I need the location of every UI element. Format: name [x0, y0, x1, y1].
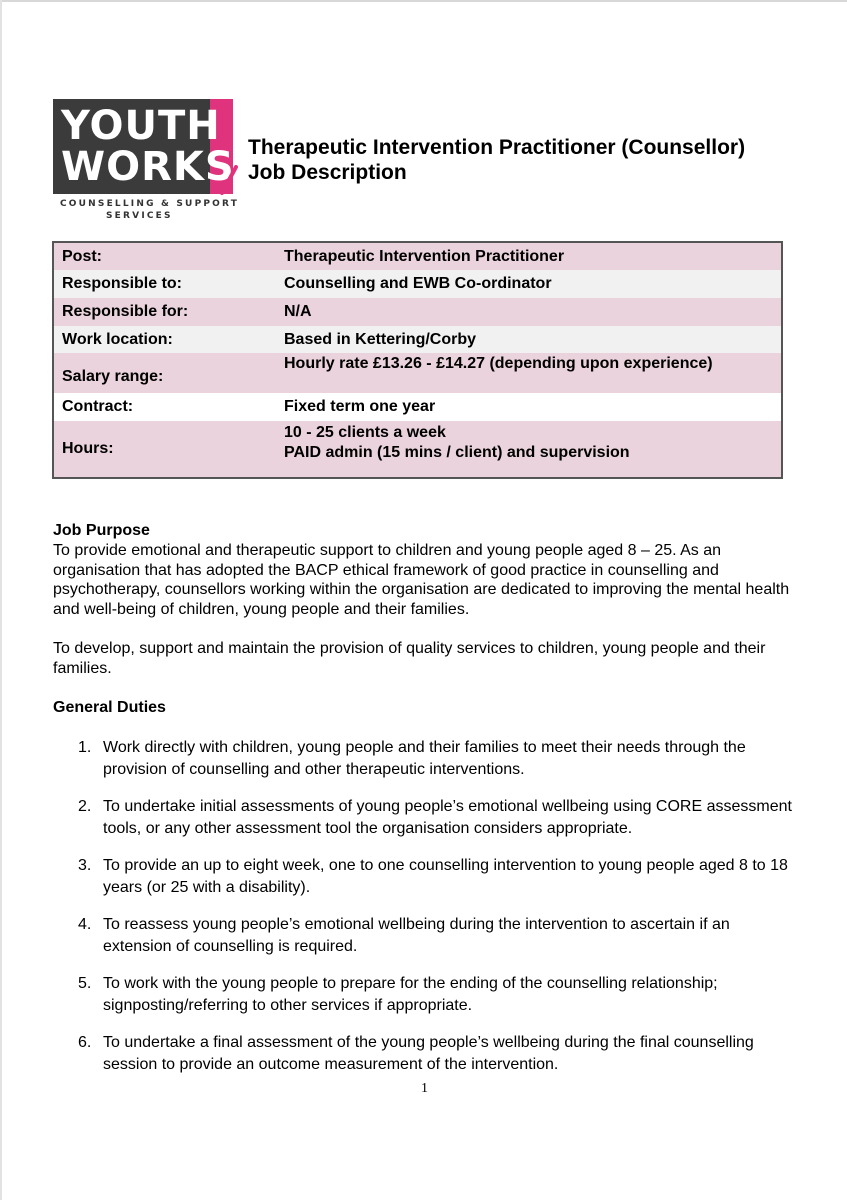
list-number: 4.	[78, 916, 92, 933]
general-duties-heading: General Duties	[53, 699, 166, 716]
logo-subtitle: SERVICES	[106, 211, 173, 221]
list-item-text: To work with the young people to prepare for the ending of the counselling relationship; signposting/referring to other services if appropriate.	[103, 975, 718, 1014]
logo-text-youth: YOUTH	[61, 103, 221, 149]
checkmark-icon	[210, 163, 238, 197]
job-purpose-heading: Job Purpose	[53, 522, 150, 539]
job-purpose-paragraph: To develop, support and maintain the provision of quality services to children, young people and their families.	[53, 640, 766, 677]
list-item	[53, 737, 798, 781]
row-label: Responsible for:	[62, 303, 189, 320]
document-title	[248, 135, 818, 185]
list-item	[53, 973, 798, 1017]
title-line: Job Description	[248, 161, 407, 184]
logo-text-works: WORKS	[61, 144, 235, 190]
page-edge	[0, 0, 847, 2]
list-item-text: To undertake a final assessment of the young people’s wellbeing during the final counselling session to provide an outcome measurement of the intervention.	[103, 1034, 754, 1073]
table-row	[53, 298, 782, 326]
table-row	[53, 421, 782, 478]
list-item-text: To undertake initial assessments of young people’s emotional wellbeing using CORE assessment tools, or any other assessment tool the organisation considers appropriate.	[103, 798, 792, 837]
list-number: 1.	[78, 739, 92, 756]
list-number: 5.	[78, 975, 92, 992]
row-label: Responsible to:	[62, 275, 183, 292]
row-label: Work location:	[62, 330, 173, 348]
row-value: Hourly rate £13.26 - £14.27 (depending upon experience)	[284, 355, 713, 372]
list-item	[53, 796, 798, 840]
page-number: 1	[421, 1081, 428, 1096]
row-value: Based in Kettering/Corby	[284, 330, 477, 348]
row-value: Therapeutic Intervention Practitioner	[284, 247, 565, 265]
row-value-line: 10 - 25 clients a week	[284, 424, 446, 441]
row-value: Fixed term one year	[284, 398, 436, 415]
general-duties-list	[53, 737, 798, 1091]
job-details-table	[52, 241, 783, 479]
list-number: 6.	[78, 1034, 92, 1051]
list-item-text: Work directly with children, young people and their families to meet their needs through the provision of counselling and other therapeutic interventions.	[103, 739, 746, 778]
row-value: N/A	[284, 303, 312, 320]
list-number: 3.	[78, 857, 92, 874]
table-row	[53, 326, 782, 353]
row-label: Post:	[62, 247, 102, 265]
row-label: Hours:	[62, 440, 114, 457]
youth-works-logo	[53, 99, 240, 224]
list-item-text: To reassess young people’s emotional wellbeing during the intervention to ascertain if an extension of counselling is required.	[103, 916, 730, 955]
table-row	[53, 242, 782, 270]
row-value-line: PAID admin (15 mins / client) and supervision	[284, 444, 630, 461]
job-purpose-paragraph: To provide emotional and therapeutic support to children and young people aged 8 – 25. As an organisation that has adopted the BACP ethical framework of good practice in counselling and psychotherapy, counsellors working within the organisation are dedicated to improving the mental health and well-being of children, young people and their families.	[53, 542, 790, 618]
table-row	[53, 393, 782, 421]
row-label: Salary range:	[62, 368, 164, 385]
list-item-text: To provide an up to eight week, one to one counselling intervention to young people aged 8 to 18 years (or 25 with a disability).	[103, 857, 788, 896]
row-label: Contract:	[62, 398, 134, 415]
list-item	[53, 1032, 798, 1076]
list-item	[53, 855, 798, 899]
table-row	[53, 270, 782, 298]
logo-subtitle: COUNSELLING & SUPPORT	[60, 199, 240, 209]
row-value: Counselling and EWB Co-ordinator	[284, 275, 552, 292]
list-item	[53, 914, 798, 958]
title-line: Therapeutic Intervention Practitioner (Counsellor)	[248, 136, 746, 159]
table-row	[53, 353, 782, 393]
list-number: 2.	[78, 798, 92, 815]
page-edge	[0, 0, 2, 1200]
row-value	[276, 421, 782, 478]
